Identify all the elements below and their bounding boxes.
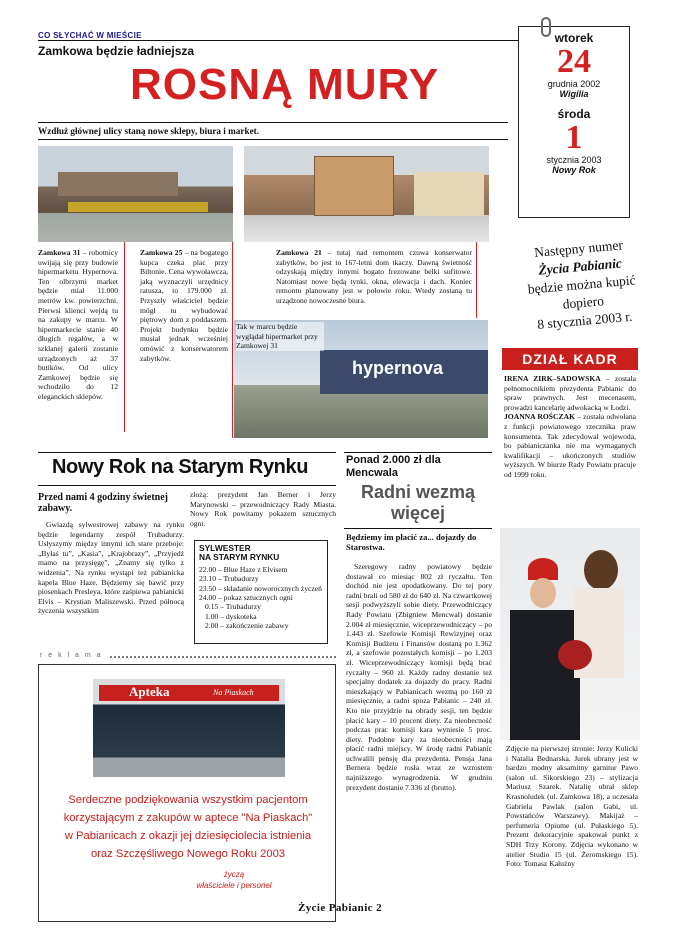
lead-rule-bottom [38, 139, 508, 140]
radni-kicker-2: Mencwala [346, 467, 398, 479]
radni-kicker-1: Ponad 2.000 zł dla [346, 454, 441, 466]
schedule-item: 1.00 – dyskoteka [205, 611, 257, 621]
ad-line-1: Serdeczne podziękowania wszystkim pacjentom [68, 794, 308, 806]
ad-line-3: w Pabianicach z okazji jej dziesięciolecia istnienia [64, 830, 312, 842]
schedule-item: 24.00 – pokaz sztucznych ogni [199, 593, 293, 603]
radni-title-2: więcej [390, 503, 446, 523]
nowy-rok-body-2: złożą: prezydent Jan Berner i Jerzy Marynowski – przewodniczący Rady Miasta. Nowy Rok powitamy pokazem sztucznych ogni. [190, 490, 336, 528]
ad-line-2: korzystającym z zakupów w aptece "Na Piaskach" [63, 812, 313, 824]
render-caption: Tak w marcu będzie wyglądał hipermarket przy Zamkowej 31 [236, 322, 324, 351]
next-issue-line3: będzie można kupić [527, 272, 637, 297]
calendar-clip-icon [541, 17, 551, 37]
section-label: CO SŁYCHAĆ W MIEŚCIE [38, 31, 142, 40]
calendar-num-2: 1 [565, 119, 583, 156]
schedule-item: 23.50 – składanie noworocznych życzeń [199, 583, 322, 593]
schedule-box [194, 540, 328, 644]
santa-hat-icon [528, 558, 558, 580]
calendar-day-1: wtorek [554, 31, 594, 45]
caption-z31-body: – robotnicy uwijają się przy budowie hipermarketu Hypernova. Ten olbrzymi market będzie miał 11.000 metrów kw. powierzchni. Pierwsi klienci wejdą tu na zakupy w marcu. W hipermarkecie stanie 40 długich regałów, a w szklanej galerii zostanie urządzonych aż 37 butików. Od ulicy Zamkowej będzie się wchodziło do 12 eleganckich sklepów. [38, 248, 118, 401]
schedule-item: 2.00 – zakończenie zabawy [205, 621, 289, 631]
calendar-month-1: grudnia 2002 [547, 79, 601, 89]
caption-zamkowa-21 [276, 248, 472, 306]
calendar-feast-1: Wigilia [559, 89, 589, 99]
next-issue-note [508, 234, 656, 342]
schedule-item: 22.00 – Blue Haze z Elvisem [199, 564, 288, 574]
header-rule [38, 40, 508, 41]
caption-z25-body: – na bogatego kupca czeka plac przy Biltonie. Cena wywoławcza, jaką wyznaczyli urzędnicy ratusza, to 179.000 zł. Przyszły właściciel będzie mógł tu wybudować piętrowy dom z poddaszem. Projekt budynku będzie musiał jednak wcześniej omówić z konserwatorem zabytków. [140, 248, 229, 363]
ad-text [45, 791, 331, 863]
kadr-p1-body: – została pełnomocnikiem prezydenta Pabianic do spraw prawnych. Jest mecenasem, prowadzi kancelarię adwokacką w Łodzi. [504, 374, 636, 412]
pharmacy-sign-2: Na Piaskach [213, 688, 254, 697]
footer: Życie Pabianic 2 [297, 902, 382, 914]
photo-zamkowa-25-21 [244, 146, 489, 242]
pharmacy-sign: Apteka [129, 684, 170, 699]
nowy-rok-lead: Przed nami 4 godziny świetnej zabawy. [38, 492, 168, 514]
photo-zamkowa-31 [38, 146, 233, 242]
caption-z25-head: Zamkowa 25 [140, 248, 183, 257]
next-issue-line2: Życia Pabianic [537, 255, 623, 278]
caption-z31-head: Zamkowa 31 [38, 248, 81, 257]
dzial-kadr-body [504, 374, 636, 480]
schedule-item: 0.15 – Trubadurzy [205, 602, 261, 612]
pharmacy-ad [38, 664, 336, 922]
schedule-item: 23.10 – Trubadurzy [199, 574, 259, 584]
lead-rule [38, 122, 508, 123]
calendar-num-1: 24 [557, 43, 591, 80]
hypernova-sign: hypernova [352, 358, 444, 378]
radni-title [344, 482, 492, 524]
dzial-kadr-title: DZIAŁ KADR [502, 348, 638, 370]
schedule-title-2: NA STARYM RYNKU [199, 552, 280, 563]
headline: ROSNĄ MURY [130, 60, 440, 109]
pharmacy-photo [93, 679, 285, 777]
caption-z21-body: – tutaj nad remontem czuwa konserwator zabytków, bo jest to 167-letni dom tkaczy. Dawną świetność odzyskają między innymi bogato frezowane belki sufitowe. Natomiast nowe będą tynki, okna, elewacja i dach. Koniec remontu planowany jest w połowie roku. Wtedy zostaną tu urządzone nowoczesne biura. [276, 248, 472, 305]
cover-photo [500, 528, 640, 740]
caption-z21-head: Zamkowa 21 [276, 248, 322, 257]
ad-sig-1: życzą [223, 870, 245, 879]
calendar-month-2: stycznia 2003 [546, 155, 602, 165]
radni-kicker [346, 454, 441, 480]
next-issue-line5: 8 stycznia 2003 r. [536, 308, 633, 332]
radni-lead: Będziemy im płacić za... dojazdy do Starostwa. [346, 532, 477, 553]
ad-sig-2: właściciele i personel [196, 881, 272, 890]
nowy-rok-body: Gwiazdą sylwestrowej zabawy na rynku będzie legendarny zespół Trubadurzy. Usłyszymy między innymi ich stare przeboje: „Byłaś tu”, „Kasia”, „Krajobrazy”, „Przyjedź mamo na przysięgę”, „Znamy się tylko z widzenia”. Na rynku wystąpi też pabianicka kapela Blue Haze. Będziemy się bawić przy piosenkach Presleya, które zaśpiewa pabianicki Elvis – Krystian Maliszewski. Przed północą życzenia wszystkim [38, 520, 184, 616]
flowers-icon [558, 640, 592, 670]
caption-zamkowa-25 [140, 248, 228, 363]
schedule-title-1: SYLWESTER [199, 543, 251, 553]
kadr-p1-head: IRENA ZIRK–SADOWSKA [504, 374, 601, 383]
radni-title-1: Radni wezmą [360, 482, 476, 502]
kadr-p2-head: JOANNA ROŚCZAK [504, 412, 575, 422]
calendar [518, 26, 630, 218]
next-issue-line1: Następny numer [533, 237, 624, 260]
calendar-feast-2: Nowy Rok [552, 165, 596, 175]
caption-zamkowa-31 [38, 248, 118, 402]
nowy-rok-title: Nowy Rok na Starym Rynku [52, 456, 309, 478]
kicker: Zamkowa będzie ładniejsza [38, 44, 195, 58]
calendar-day-2: środa [557, 107, 591, 121]
kadr-p2-body: – została odwołana z funkcji powiatowego rzecznika praw konsumenta. Tak zdecydował wojewoda, bo pabianiczanka nie ma wymaganych kwalifikacji – ukończonych studiów wyższych. W biurze Rady Powiatu pracuje od 1999 roku. [504, 412, 636, 479]
radni-body: Szeregowy radny powiatowy będzie dostawał co miesiąc 802 zł ryczałtu. Ten dochód nie jest opodatkowany. Do tej pory radni brali od 580 zł do 640 zł. Na czwartkowej sesji podwyższyli sobie diety. Przewodniczący Rady Powiatu (Zbigniew Mencwal) dostanie 2.004 zł miesięcznie, wiceprzewodniczący – po 1.443 zł. Szefowie Komisji Rewizyjnej oraz Komisji Budżetu i Finansów dostaną po 1.362 zł, a szefowie pozostałych komisji – po 1.203 zł. Wiceprzewodniczący komisji będą brać ryczałty – 960 zł. Każdy radny dostanie też specjalny dodatek za dojazdy do pracy. Radni mieszkający w Pabianicach wezmą po 160 zł miesięcznie, a radni spoza Pabianic – 240 zł. Kto nie przyjdzie na obrady sesji, ten będzie płacić kary – 10 procent diety. Za nieobecność podczas prac komisji kara wyniesie 5 proc. diety. Podobne kary za nieobecności mają płacić radni miejscy. W środę radni Pabianic uchwalili pensję dla prezydenta. Pensja Jana Bernera będzie rosła wraz ze wzrostem najniższego wynagrodzenia. W grudniu prezydent dostanie 7.336 zł (brutto). [346, 562, 492, 792]
next-issue-line4: dopiero [562, 293, 605, 312]
cover-caption: Zdjęcie na pierwszej stronie: Jerzy Kulicki i Natalia Bednarska. Jurek ubrany jest w bardzo modny aksamitny garnitur Pawo (salon ul. Sikorskiego 23) – stylizacja Mariusz Szarek. Natalię ubrał sklep Krasnoludek (ul. Zamkowa 18), a uczesała Gabriela Pawlak (salon Gabi, ul. Powstańców Warszawy). Makijaż – perfumeria Opiume (ul. Pułaskiego 5). Prezent dekoracyjnie spakował punkt z SDH Trzy Korony. Zdjęcia wykonano w atelier Studio 15 (ul. Żeromskiego 15). Foto: Tomasz Kałużny [506, 744, 638, 869]
ad-signature [159, 869, 309, 891]
reklama-label: r e k l a m a [40, 652, 103, 659]
lead: Wzdłuż głównej ulicy staną nowe sklepy, biura i market. [38, 126, 260, 136]
ad-line-4: oraz Szczęśliwego Nowego Roku 2003 [90, 848, 286, 860]
